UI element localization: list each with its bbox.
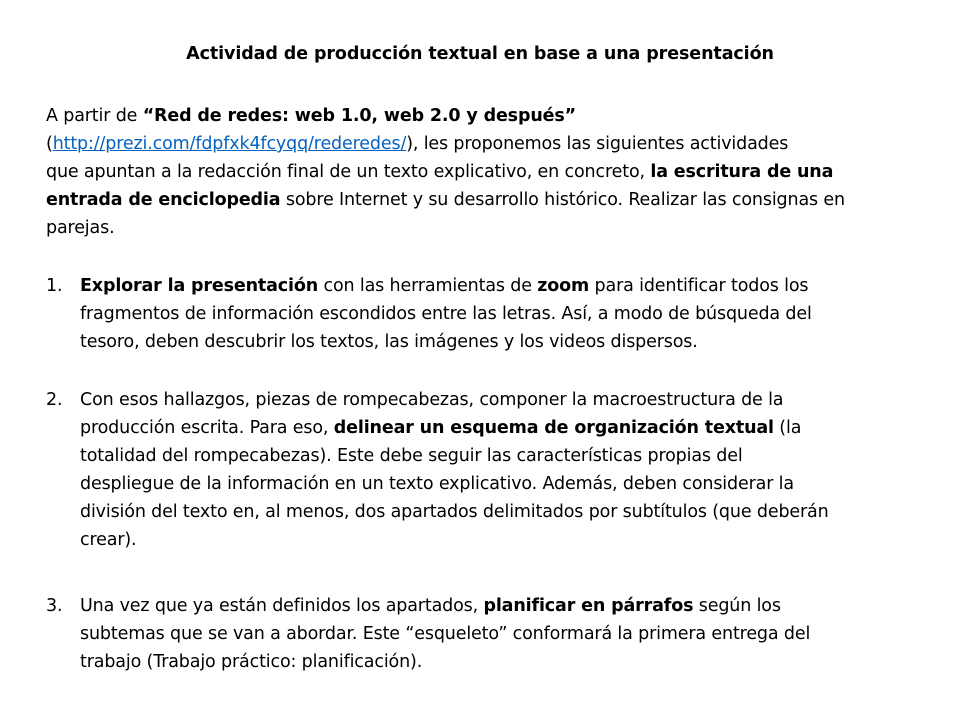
item-text: Una vez que ya están definidos los apartados, xyxy=(80,596,484,616)
prezi-link[interactable]: http://prezi.com/fdpfxk4fcyqq/rederedes/ xyxy=(52,134,407,154)
item-emphasis: planificar en párrafos xyxy=(483,596,694,616)
item-text: producción escrita. Para eso, xyxy=(80,418,334,438)
item-line: tesoro, deben descubrir los textos, las imágenes y los videos dispersos. xyxy=(80,332,698,352)
item-line: Con esos hallazgos, piezas de rompecabezas, componer la macroestructura de la xyxy=(80,390,784,410)
list-item-1 xyxy=(46,272,936,356)
intro-text: ), les proponemos las siguientes actividades xyxy=(406,134,789,154)
item-emphasis: delinear un esquema de organización textual xyxy=(333,418,774,438)
intro-paragraph xyxy=(46,102,926,242)
intro-line-5: parejas. xyxy=(46,218,115,238)
item-number: 3. xyxy=(46,596,63,616)
item-number: 2. xyxy=(46,390,63,410)
intro-emphasis: la escritura de una xyxy=(650,162,834,182)
item-body xyxy=(80,386,936,554)
intro-text: sobre Internet y su desarrollo histórico. Realizar las consignas en xyxy=(280,190,845,210)
item-line xyxy=(80,272,936,300)
intro-text: ( xyxy=(46,134,53,154)
item-text: según los xyxy=(693,596,781,616)
intro-line-4 xyxy=(46,186,926,214)
page-title: Actividad de producción textual en base a una presentación xyxy=(186,44,774,64)
item-line: fragmentos de información escondidos entre las letras. Así, a modo de búsqueda del xyxy=(80,304,812,324)
intro-text: que apuntan a la redacción final de un texto explicativo, en concreto, xyxy=(46,162,651,182)
item-line xyxy=(80,592,936,620)
intro-line-1 xyxy=(46,102,926,130)
item-line: totalidad del rompecabezas). Este debe seguir las características propias del xyxy=(80,446,743,466)
item-line: subtemas que se van a abordar. Este “esqueleto” conformará la primera entrega del xyxy=(80,624,811,644)
item-text: (la xyxy=(773,418,802,438)
presentation-title: “Red de redes: web 1.0, web 2.0 y después” xyxy=(142,106,576,126)
item-text: con las herramientas de xyxy=(318,276,538,296)
item-line: despliegue de la información en un texto explicativo. Además, deben considerar la xyxy=(80,474,794,494)
list-item-2 xyxy=(46,386,936,554)
intro-line-3 xyxy=(46,158,926,186)
item-body xyxy=(80,272,936,356)
intro-text: A partir de xyxy=(46,106,143,126)
item-line: trabajo (Trabajo práctico: planificación). xyxy=(80,652,423,672)
item-emphasis: zoom xyxy=(537,276,590,296)
item-text: para identificar todos los xyxy=(589,276,809,296)
list-item-3 xyxy=(46,592,936,676)
item-body xyxy=(80,592,936,676)
intro-line-2 xyxy=(46,130,926,158)
item-number: 1. xyxy=(46,276,63,296)
item-emphasis: Explorar la presentación xyxy=(80,276,319,296)
item-line xyxy=(80,414,936,442)
item-line: división del texto en, al menos, dos apartados delimitados por subtítulos (que deberán xyxy=(80,502,829,522)
intro-emphasis: entrada de enciclopedia xyxy=(46,190,281,210)
item-line: crear). xyxy=(80,530,137,550)
